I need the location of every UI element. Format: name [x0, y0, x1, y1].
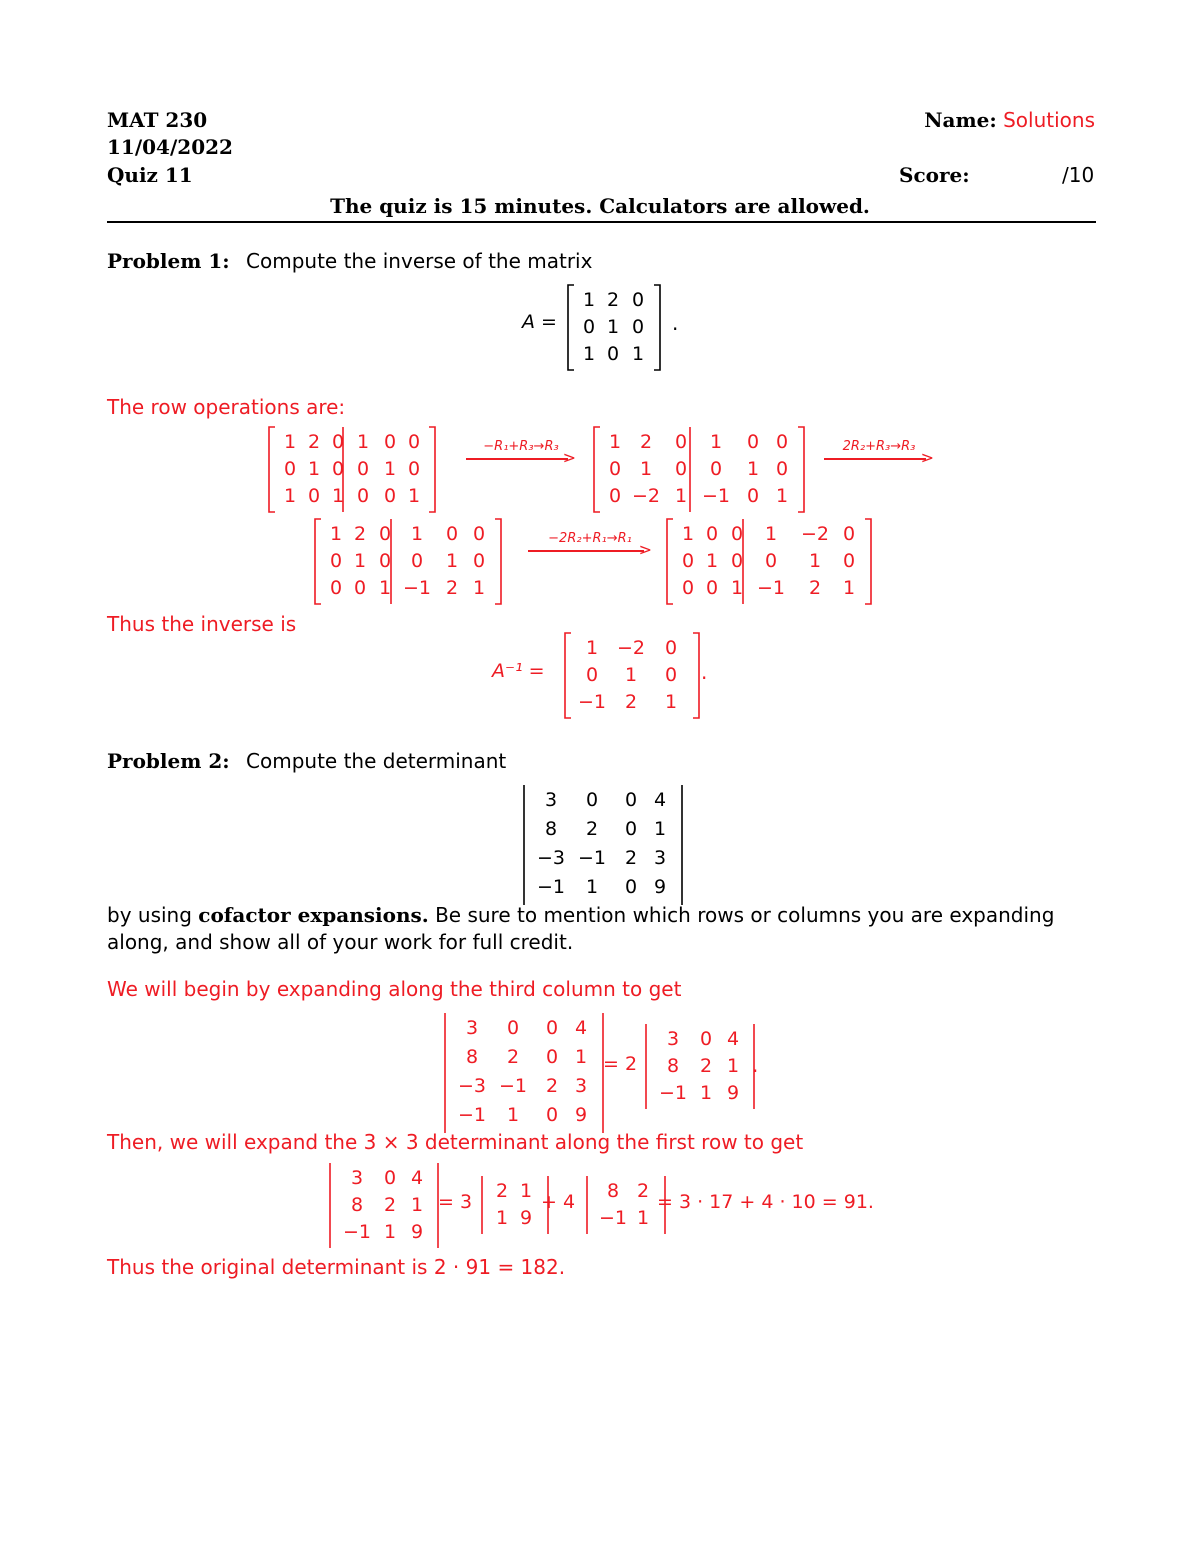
matrix-entry: 0	[585, 789, 599, 811]
score-value: /10	[1062, 163, 1095, 187]
matrix-entry: 1	[709, 431, 723, 453]
matrix-entry: 0	[624, 789, 638, 811]
matrix-entry: 0	[585, 664, 599, 686]
row-op-arrow-3: −2R₂+R₁→R₁ >	[528, 532, 652, 545]
matrix-entry: 3	[465, 1017, 479, 1039]
matrix-entry: 0	[606, 343, 620, 365]
determinant-3x3	[643, 1023, 757, 1110]
matrix-entry: 0	[624, 818, 638, 840]
matrix-entry: 9	[653, 876, 667, 898]
matrix-entry: 0	[608, 458, 622, 480]
matrix-entry: 2	[307, 431, 321, 453]
matrix-entry: 0	[705, 577, 719, 599]
matrix-entry: 4	[726, 1028, 740, 1050]
matrix-entry: 0	[353, 577, 367, 599]
matrix-entry: 1	[608, 431, 622, 453]
matrix-entry: 0	[775, 431, 789, 453]
row-op-label-1: −R₁+R₃→R₃	[483, 439, 559, 454]
matrix-entry: 0	[472, 523, 486, 545]
solution2-line2: Then, we will expand the 3 × 3 determinant along the first row to get	[107, 1130, 804, 1154]
matrix-entry: 0	[410, 550, 424, 572]
matrix-entry: 1	[699, 1082, 713, 1104]
row-op-arrow-2: 2R₂+R₃→R₃ >	[824, 440, 934, 453]
matrix-entry: −3	[536, 847, 565, 869]
matrix-entry: 1	[585, 876, 599, 898]
problem2-statement	[107, 751, 506, 771]
matrix-entry: −1	[756, 577, 785, 599]
matrix-entry: 0	[407, 431, 421, 453]
score-label: Score:	[899, 163, 970, 187]
instr-bold: cofactor expansions.	[198, 903, 429, 927]
matrix-entry: −1	[658, 1082, 687, 1104]
matrix-entry: 1	[808, 550, 822, 572]
matrix-entry: 4	[653, 789, 667, 811]
name-label: Name:	[924, 108, 997, 132]
matrix-entry: 1	[383, 458, 397, 480]
matrix-entry: 0	[545, 1104, 559, 1126]
matrix-entry: 1	[582, 289, 596, 311]
row-op-label-2: 2R₂+R₃→R₃	[842, 439, 916, 454]
matrix-entry: 8	[350, 1194, 364, 1216]
matrix-entry: 1	[726, 1055, 740, 1077]
matrix-entry: 0	[331, 458, 345, 480]
conclusion: Thus the original determinant is 2 · 91 = 182.	[107, 1255, 566, 1279]
eq2-result: = 3 · 17 + 4 · 10 = 91.	[657, 1191, 874, 1213]
eq1-coef: = 2	[603, 1053, 638, 1075]
matrix-entry: −2	[631, 485, 660, 507]
solution1-intro: The row operations are:	[107, 395, 346, 419]
matrix-entry: 0	[746, 431, 760, 453]
matrix-entry: 0	[356, 485, 370, 507]
matrix-entry: 1	[283, 485, 297, 507]
problem1-text: Compute the inverse of the matrix	[246, 249, 593, 273]
matrix-entry: 0	[624, 876, 638, 898]
problem2-label: Problem 2:	[107, 749, 230, 773]
determinant-4x4-expanded	[442, 1012, 606, 1134]
matrix-entry: −1	[457, 1104, 486, 1126]
left-bracket	[568, 285, 574, 370]
matrix-entry: 2	[445, 577, 459, 599]
matrix-entry: 1	[445, 550, 459, 572]
matrix-entry: −1	[701, 485, 730, 507]
solution2-line1: We will begin by expanding along the third column to get	[107, 977, 682, 1001]
matrix-entry: 1	[639, 458, 653, 480]
matrix-entry: 2	[585, 818, 599, 840]
matrix-entry: 1	[519, 1180, 533, 1202]
name-line	[924, 110, 1095, 130]
matrix-entry: 0	[730, 523, 744, 545]
matrix-entry: −1	[498, 1075, 527, 1097]
matrix-entry: 0	[674, 458, 688, 480]
matrix-entry: 1	[730, 577, 744, 599]
right-bracket	[429, 427, 435, 512]
matrix-entry: 0	[472, 550, 486, 572]
matrix-entry: 0	[842, 550, 856, 572]
left-bracket	[315, 519, 321, 604]
matrix-entry: 8	[606, 1180, 620, 1202]
matrix-entry: −1	[402, 577, 431, 599]
matrix-entry: 0	[705, 523, 719, 545]
matrix-entry: 1	[574, 1046, 588, 1068]
matrix-entry: 0	[331, 431, 345, 453]
problem1-statement	[107, 251, 592, 271]
matrix-entry: 0	[730, 550, 744, 572]
matrix-entry: 1	[653, 818, 667, 840]
matrix-entry: 1	[283, 431, 297, 453]
matrix-entry: 0	[709, 458, 723, 480]
matrix-entry: 2	[808, 577, 822, 599]
matrix-entry: 0	[764, 550, 778, 572]
matrix-entry: 1	[681, 523, 695, 545]
matrix-entry: 0	[842, 523, 856, 545]
matrix-entry: 0	[283, 458, 297, 480]
matrix-entry: 3	[544, 789, 558, 811]
matrix-entry: 1	[506, 1104, 520, 1126]
matrix-entry: 0	[378, 550, 392, 572]
matrix-entry: 0	[329, 550, 343, 572]
matrix-entry: 0	[383, 431, 397, 453]
matrix-entry: 2	[606, 289, 620, 311]
matrix-entry: 1	[674, 485, 688, 507]
determinant-3x3-repeat	[327, 1162, 441, 1249]
augmented-matrix-step-3	[665, 518, 873, 605]
problem2-instructions-line1	[107, 905, 1096, 925]
matrix-entry: 0	[681, 550, 695, 572]
row-op-label-3: −2R₂+R₁→R₁	[548, 531, 632, 546]
matrix-entry: 1	[383, 1221, 397, 1243]
matrix-entry: 0	[699, 1028, 713, 1050]
matrix-entry: −1	[598, 1207, 627, 1229]
left-bracket	[594, 427, 600, 512]
matrix-entry: 1	[636, 1207, 650, 1229]
matrix-entry: 0	[545, 1017, 559, 1039]
matrix-entry: 1	[307, 458, 321, 480]
matrix-entry: 4	[410, 1167, 424, 1189]
matrix-entry: 1	[764, 523, 778, 545]
matrix-entry: 1	[775, 485, 789, 507]
inverse-intro: Thus the inverse is	[107, 612, 297, 636]
matrix-entry: −1	[342, 1221, 371, 1243]
row-op-arrow-1: −R₁+R₃→R₃ >	[466, 440, 576, 453]
problem2-text: Compute the determinant	[246, 749, 507, 773]
left-bracket	[667, 519, 673, 604]
minor-2	[584, 1175, 668, 1235]
matrix-entry: 1	[746, 458, 760, 480]
matrix-entry: 8	[465, 1046, 479, 1068]
matrix-entry: 1	[329, 523, 343, 545]
augmented-matrix-step-2	[313, 518, 503, 605]
name-value: Solutions	[1003, 108, 1095, 132]
inverse-name: A⁻¹ =	[492, 660, 545, 682]
matrix-entry: 1	[495, 1207, 509, 1229]
matrix-entry: 0	[307, 485, 321, 507]
right-bracket	[865, 519, 871, 604]
right-bracket	[693, 633, 699, 718]
matrix-entry: 3	[666, 1028, 680, 1050]
matrix-entry: 2	[495, 1180, 509, 1202]
matrix-entry: 0	[681, 577, 695, 599]
quiz-title: Quiz 11	[107, 163, 193, 187]
matrix-entry: 0	[582, 316, 596, 338]
matrix-entry: 0	[445, 523, 459, 545]
left-bracket	[565, 633, 571, 718]
matrix-entry: −3	[457, 1075, 486, 1097]
matrix-a	[566, 284, 662, 371]
matrix-entry: 2	[624, 847, 638, 869]
matrix-entry: 0	[329, 577, 343, 599]
matrix-entry: 1	[407, 485, 421, 507]
determinant-4x4	[521, 784, 685, 906]
matrix-entry: 0	[356, 458, 370, 480]
matrix-entry: 0	[608, 485, 622, 507]
matrix-entry: −1	[577, 847, 606, 869]
course-code: MAT 230	[107, 108, 208, 132]
period: .	[672, 311, 679, 335]
period: .	[752, 1053, 759, 1077]
problem2-instructions-line2: along, and show all of your work for full credit.	[107, 930, 574, 954]
matrix-entry: 0	[664, 637, 678, 659]
matrix-entry: 0	[664, 664, 678, 686]
matrix-entry: 0	[383, 485, 397, 507]
matrix-entry: 0	[407, 458, 421, 480]
matrix-entry: 1	[353, 550, 367, 572]
matrix-entry: 1	[378, 577, 392, 599]
matrix-entry: 1	[631, 343, 645, 365]
matrix-entry: 1	[842, 577, 856, 599]
matrix-entry: 0	[631, 316, 645, 338]
matrix-entry: 1	[606, 316, 620, 338]
matrix-entry: 2	[506, 1046, 520, 1068]
matrix-entry: 1	[664, 691, 678, 713]
matrix-entry: 1	[410, 1194, 424, 1216]
instr-rest: Be sure to mention which rows or columns you are expanding	[435, 903, 1055, 927]
matrix-entry: 2	[636, 1180, 650, 1202]
matrix-entry: 9	[574, 1104, 588, 1126]
matrix-entry: −1	[536, 876, 565, 898]
instr-prefix: by using	[107, 903, 192, 927]
matrix-entry: 0	[378, 523, 392, 545]
right-bracket	[798, 427, 804, 512]
matrix-entry: 8	[666, 1055, 680, 1077]
matrix-entry: 0	[545, 1046, 559, 1068]
matrix-entry: 8	[544, 818, 558, 840]
matrix-entry: 1	[356, 431, 370, 453]
matrix-entry: 4	[574, 1017, 588, 1039]
matrix-entry: −2	[616, 637, 645, 659]
matrix-entry: 1	[410, 523, 424, 545]
matrix-a-name: A =	[522, 311, 557, 333]
matrix-entry: 3	[653, 847, 667, 869]
matrix-entry: 2	[639, 431, 653, 453]
left-bracket	[269, 427, 275, 512]
period: .	[701, 660, 708, 684]
matrix-entry: 1	[624, 664, 638, 686]
matrix-entry: 1	[585, 637, 599, 659]
problem1-label: Problem 1:	[107, 249, 230, 273]
matrix-entry: 3	[574, 1075, 588, 1097]
right-bracket	[495, 519, 501, 604]
matrix-entry: −1	[577, 691, 606, 713]
matrix-entry: 1	[582, 343, 596, 365]
matrix-entry: 1	[472, 577, 486, 599]
matrix-entry: 0	[631, 289, 645, 311]
matrix-entry: 2	[624, 691, 638, 713]
instructions: The quiz is 15 minutes. Calculators are allowed.	[330, 194, 870, 218]
matrix-entry: 9	[410, 1221, 424, 1243]
matrix-entry: 3	[350, 1167, 364, 1189]
augmented-matrix-step-0	[267, 426, 437, 513]
matrix-entry: 2	[699, 1055, 713, 1077]
matrix-entry: 1	[705, 550, 719, 572]
matrix-entry: 0	[506, 1017, 520, 1039]
matrix-entry: 0	[746, 485, 760, 507]
matrix-entry: 0	[674, 431, 688, 453]
matrix-entry: 9	[726, 1082, 740, 1104]
eq2-coef2: + 4	[541, 1191, 576, 1213]
matrix-entry: 0	[383, 1167, 397, 1189]
matrix-entry: 2	[545, 1075, 559, 1097]
quiz-date: 11/04/2022	[107, 135, 233, 159]
header-divider	[107, 221, 1096, 223]
inverse-matrix	[563, 632, 701, 719]
augmented-matrix-step-1	[592, 426, 806, 513]
matrix-entry: −2	[800, 523, 829, 545]
matrix-entry: 2	[353, 523, 367, 545]
matrix-entry: 1	[331, 485, 345, 507]
matrix-entry: 9	[519, 1207, 533, 1229]
matrix-entry: 0	[775, 458, 789, 480]
eq2-coef1: = 3	[438, 1191, 473, 1213]
right-bracket	[654, 285, 660, 370]
matrix-entry: 2	[383, 1194, 397, 1216]
